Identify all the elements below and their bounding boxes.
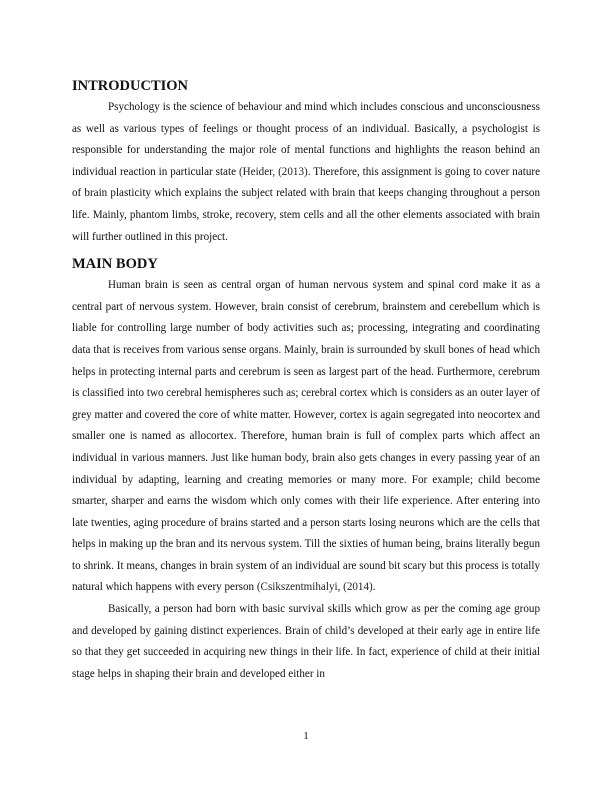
introduction-text: Psychology is the science of behaviour and mind which includes conscious and unconsciousness as well as various types of feelings or thought process of an individual. Basically, a psychologist is responsible for understanding the major role of mental functions and highlights the reason behind an individual reaction in particular state [72,101,540,178]
main-body-text-1-end: . [372,581,376,594]
introduction-text-continued: . Therefore, this assignment is going to cover nature of brain plasticity which explains the subject related with brain that keeps changing throughout a person life. Mainly, phantom limbs, stroke, recovery, stem cells and all the other elements associated with brain will further outlined in this project. [72,165,541,243]
page-content [72,76,540,685]
citation-csikszentmihalyi: (Csikszentmihalyi, (2014) [256,581,373,594]
main-body-text-1: Human brain is seen as central organ of human nervous system and spinal cord make it as a central part of nervous system. However, brain consist of cerebrum, brainstem and cerebellum which is liable for controlling large number of body activities such as; processing, integrating and coordinating data that is receives from various sense organs. Mainly, brain is surrounded by skull bones of head which helps in protecting internal parts and cerebrum is seen as largest part of the head. Furthermore, cerebrum is classified into two cerebral hemispheres such as; cerebral cortex which is considers as an outer layer of grey matter and covered the core of white matter. However, cortex is again segregated into neocortex and smaller one is named as allocortex. Therefore, human brain is full of complex parts which affect an individual in various manners. Just like human body, brain also gets changes in every passing year of an individual by adapting, learning and creating memories or many more. For example; child become smarter, sharper and earns the wisdom which only comes with their life experience. After entering into late twenties, aging procedure of brains started and a person starts losing neurons which are the cells that helps in making up the bran and its nervous system. Till the sixties of human being, brains literally begun to shrink. It means, changes in brain system of an individual are sound bit scary but this process is totally natural which happens with every person [72,279,540,594]
citation-heider: (Heider, (2013) [238,165,308,178]
main-body-paragraph-2 [72,599,540,685]
introduction-paragraph [72,97,540,248]
main-body-text-2: Basically, a person had born with basic survival skills which grow as per the coming age group and developed by gaining distinct experiences. Brain of child’s developed at their early age in entire life so that they get succeeded in acquiring new things in their life. In fact, experience of child at their initial stage helps in shaping their brain and developed either in [72,603,540,680]
introduction-heading: INTRODUCTION [72,78,189,94]
main-body-paragraph-1 [72,275,540,599]
main-body-heading: MAIN BODY [72,256,158,273]
page-number: 1 [303,730,309,742]
